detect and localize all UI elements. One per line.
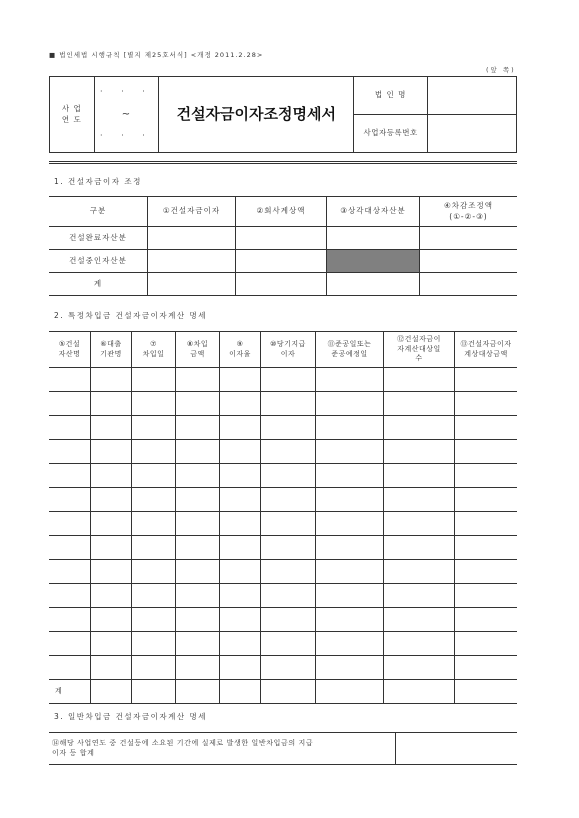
table-cell[interactable]: [455, 608, 518, 632]
table-row: [49, 440, 517, 464]
table-cell[interactable]: [316, 392, 384, 416]
table-cell[interactable]: [132, 632, 176, 656]
table-cell[interactable]: [384, 488, 455, 512]
table-cell[interactable]: [316, 656, 384, 680]
table-cell[interactable]: [49, 608, 91, 632]
table-cell[interactable]: [384, 464, 455, 488]
table-row: [49, 512, 517, 536]
table-row: [49, 464, 517, 488]
table-row: [49, 656, 517, 680]
table-cell[interactable]: [261, 632, 316, 656]
table-cell[interactable]: [91, 392, 132, 416]
table-cell[interactable]: [49, 440, 91, 464]
table-cell[interactable]: [132, 560, 176, 584]
table-cell[interactable]: [91, 536, 132, 560]
total-row: [49, 680, 517, 704]
row-label: 건설완료자산분: [49, 227, 148, 250]
corp-name-label: 법 인 명: [354, 77, 427, 115]
table-cell[interactable]: [316, 488, 384, 512]
table-cell[interactable]: [384, 608, 455, 632]
table-cell[interactable]: [176, 536, 220, 560]
table-cell[interactable]: [220, 368, 261, 392]
table-cell[interactable]: [220, 680, 261, 704]
table-cell[interactable]: [316, 584, 384, 608]
table-cell[interactable]: [220, 656, 261, 680]
table-row: [49, 488, 517, 512]
table-row: [49, 392, 517, 416]
table-cell[interactable]: [49, 488, 91, 512]
table-cell[interactable]: [49, 464, 91, 488]
table-row: [49, 608, 517, 632]
table-cell[interactable]: [316, 632, 384, 656]
table-row: [49, 416, 517, 440]
table-cell[interactable]: [148, 227, 236, 250]
table-cell[interactable]: [148, 250, 236, 273]
table-cell[interactable]: [316, 416, 384, 440]
table-cell[interactable]: [220, 416, 261, 440]
table-cell[interactable]: [384, 656, 455, 680]
table-cell[interactable]: [316, 680, 384, 704]
table-cell[interactable]: [261, 560, 316, 584]
table-cell[interactable]: [49, 512, 91, 536]
col-header: ③상각대상자산분: [327, 197, 420, 227]
table-row: [49, 368, 517, 392]
table-cell[interactable]: [132, 416, 176, 440]
table-cell[interactable]: [176, 464, 220, 488]
col-header: ①건설자금이자: [148, 197, 236, 227]
row-label: 건설중인자산분: [49, 250, 148, 273]
table-cell[interactable]: [132, 680, 176, 704]
col-header: ⑤건설 자산명: [49, 332, 91, 368]
table-cell[interactable]: [220, 488, 261, 512]
total-label: 계: [49, 680, 91, 704]
table-cell[interactable]: [384, 416, 455, 440]
divider: [49, 163, 517, 164]
table-cell[interactable]: [236, 250, 327, 273]
table-cell[interactable]: [176, 440, 220, 464]
table-cell[interactable]: [49, 584, 91, 608]
fiscal-year-dates[interactable]: [94, 77, 158, 153]
table-cell[interactable]: [91, 464, 132, 488]
table-cell[interactable]: [132, 368, 176, 392]
table-cell[interactable]: [455, 368, 518, 392]
table-cell[interactable]: [176, 656, 220, 680]
table-cell[interactable]: [420, 227, 518, 250]
section2-title: 2. 특정차입금 건설자금이자계산 명세: [54, 311, 207, 320]
table-cell[interactable]: [176, 608, 220, 632]
table-cell[interactable]: [176, 680, 220, 704]
table-row: [49, 536, 517, 560]
col-header: ⑧차입 금액: [176, 332, 220, 368]
table-cell[interactable]: [176, 632, 220, 656]
table-cell[interactable]: [261, 584, 316, 608]
table-cell[interactable]: [49, 536, 91, 560]
table-cell[interactable]: [316, 608, 384, 632]
table-cell[interactable]: [91, 680, 132, 704]
table-cell[interactable]: [261, 656, 316, 680]
table-cell[interactable]: [49, 632, 91, 656]
table-cell[interactable]: [384, 368, 455, 392]
table-cell[interactable]: [91, 608, 132, 632]
table-cell[interactable]: [176, 368, 220, 392]
table-cell[interactable]: [49, 416, 91, 440]
table-cell[interactable]: [455, 440, 518, 464]
shaded-cell: [327, 250, 420, 273]
table-cell[interactable]: [261, 512, 316, 536]
table-cell[interactable]: [220, 440, 261, 464]
start-date-field[interactable]: · · ·: [100, 86, 153, 96]
table-cell[interactable]: [261, 536, 316, 560]
table-cell[interactable]: [220, 392, 261, 416]
table-cell[interactable]: [455, 680, 518, 704]
table-cell[interactable]: [384, 512, 455, 536]
col-header: ⑬건설자금이자 계상대상금액: [455, 332, 518, 368]
table-cell[interactable]: [384, 584, 455, 608]
general-loan-interest-field[interactable]: [396, 733, 518, 765]
table-cell[interactable]: [316, 464, 384, 488]
section3-table: [49, 732, 517, 765]
table-cell[interactable]: [176, 512, 220, 536]
table-cell[interactable]: [420, 273, 518, 296]
form-title: 건설자금이자조정명세서: [159, 77, 354, 153]
table-cell[interactable]: [49, 560, 91, 584]
table-cell[interactable]: [148, 273, 236, 296]
table-cell[interactable]: [132, 464, 176, 488]
biz-reg-field[interactable]: [427, 115, 516, 153]
table-cell[interactable]: [49, 368, 91, 392]
section1-title: 1. 건설자금이자 조정: [54, 177, 142, 186]
table-cell[interactable]: [261, 464, 316, 488]
table-cell[interactable]: [132, 608, 176, 632]
divider: [49, 161, 517, 162]
col-header: ⑫건설자금이 자계산대상일 수: [384, 332, 455, 368]
date-range-tilde: ~: [121, 108, 132, 120]
table-cell[interactable]: [176, 488, 220, 512]
table-cell[interactable]: [91, 416, 132, 440]
section1-table: [49, 196, 517, 296]
fiscal-year-label: 사 업 연 도: [50, 77, 95, 153]
table-cell[interactable]: [384, 632, 455, 656]
table-cell[interactable]: [220, 512, 261, 536]
section3-title: 3. 일반차입금 건설자금이자계산 명세: [54, 712, 207, 721]
table-cell[interactable]: [261, 680, 316, 704]
table-cell[interactable]: [176, 560, 220, 584]
table-cell[interactable]: [220, 584, 261, 608]
table-row: [49, 632, 517, 656]
table-cell[interactable]: [455, 464, 518, 488]
table-cell[interactable]: [261, 416, 316, 440]
table-cell[interactable]: [455, 392, 518, 416]
table-cell[interactable]: [316, 368, 384, 392]
table-cell[interactable]: [236, 227, 327, 250]
biz-reg-label: 사업자등록번호: [354, 115, 427, 153]
table-cell[interactable]: [220, 560, 261, 584]
col-header: 구분: [49, 197, 148, 227]
table-cell[interactable]: [261, 488, 316, 512]
table-cell[interactable]: [91, 632, 132, 656]
table-cell[interactable]: [384, 392, 455, 416]
table-cell[interactable]: [384, 440, 455, 464]
table-cell[interactable]: [261, 368, 316, 392]
table-cell[interactable]: [49, 656, 91, 680]
table-cell[interactable]: [49, 392, 91, 416]
col-header: ④차감조정액 (①-②-③): [420, 197, 518, 227]
table-cell[interactable]: [220, 464, 261, 488]
col-header: ⑨ 이자율: [220, 332, 261, 368]
table-cell[interactable]: [91, 512, 132, 536]
table-cell[interactable]: [220, 632, 261, 656]
table-cell[interactable]: [132, 584, 176, 608]
table-cell[interactable]: [384, 560, 455, 584]
col-header: ⑥대출 기관명: [91, 332, 132, 368]
table-cell[interactable]: [261, 392, 316, 416]
table-cell[interactable]: [176, 584, 220, 608]
table-cell[interactable]: [455, 584, 518, 608]
table-cell[interactable]: [132, 440, 176, 464]
table-cell[interactable]: [455, 632, 518, 656]
table-cell[interactable]: [261, 440, 316, 464]
table-cell[interactable]: [91, 488, 132, 512]
table-cell[interactable]: [455, 488, 518, 512]
table-cell[interactable]: [132, 656, 176, 680]
table-row: [49, 584, 517, 608]
table-cell[interactable]: [132, 488, 176, 512]
table-cell[interactable]: [455, 416, 518, 440]
table-cell[interactable]: [91, 560, 132, 584]
table-cell[interactable]: [176, 392, 220, 416]
form-header-table: [49, 76, 517, 153]
table-cell[interactable]: [91, 440, 132, 464]
table-row: [49, 560, 517, 584]
section2-table: [49, 331, 517, 704]
table-cell[interactable]: [132, 392, 176, 416]
table-cell[interactable]: [316, 560, 384, 584]
row-label: 계: [49, 273, 148, 296]
table-cell[interactable]: [132, 536, 176, 560]
col-header: ⑪준공일또는 준공예정일: [316, 332, 384, 368]
table-cell[interactable]: [455, 536, 518, 560]
table-cell[interactable]: [327, 273, 420, 296]
table-cell[interactable]: [220, 608, 261, 632]
table-cell[interactable]: [384, 680, 455, 704]
table-cell[interactable]: [316, 512, 384, 536]
col-header: ⑦ 차입일: [132, 332, 176, 368]
corp-name-field[interactable]: [427, 77, 516, 115]
table-cell[interactable]: [91, 656, 132, 680]
table-cell[interactable]: [327, 227, 420, 250]
table-cell[interactable]: [91, 368, 132, 392]
table-cell[interactable]: [455, 560, 518, 584]
table-cell[interactable]: [384, 536, 455, 560]
table-cell[interactable]: [455, 656, 518, 680]
table-cell[interactable]: [420, 250, 518, 273]
col-header: ⑩당기지급 이자: [261, 332, 316, 368]
law-reference: ■ 법인세법 시행규칙 [별지 제25호서식] <개정 2011.2.28>: [49, 51, 264, 59]
table-cell[interactable]: [220, 536, 261, 560]
table-cell[interactable]: [91, 584, 132, 608]
table-cell[interactable]: [316, 536, 384, 560]
table-cell[interactable]: [176, 416, 220, 440]
table-cell[interactable]: [132, 512, 176, 536]
page-side-label: (앞 쪽): [486, 66, 516, 74]
col-header: ②회사계상액: [236, 197, 327, 227]
table-cell[interactable]: [316, 440, 384, 464]
general-loan-interest-label: ⑭해당 사업연도 중 건설등에 소요된 기간에 실제로 발생한 일반차입금의 지급 이자 등 합계: [49, 733, 396, 765]
table-cell[interactable]: [236, 273, 327, 296]
table-cell[interactable]: [261, 608, 316, 632]
table-cell[interactable]: [455, 512, 518, 536]
end-date-field[interactable]: · · ·: [100, 131, 153, 141]
